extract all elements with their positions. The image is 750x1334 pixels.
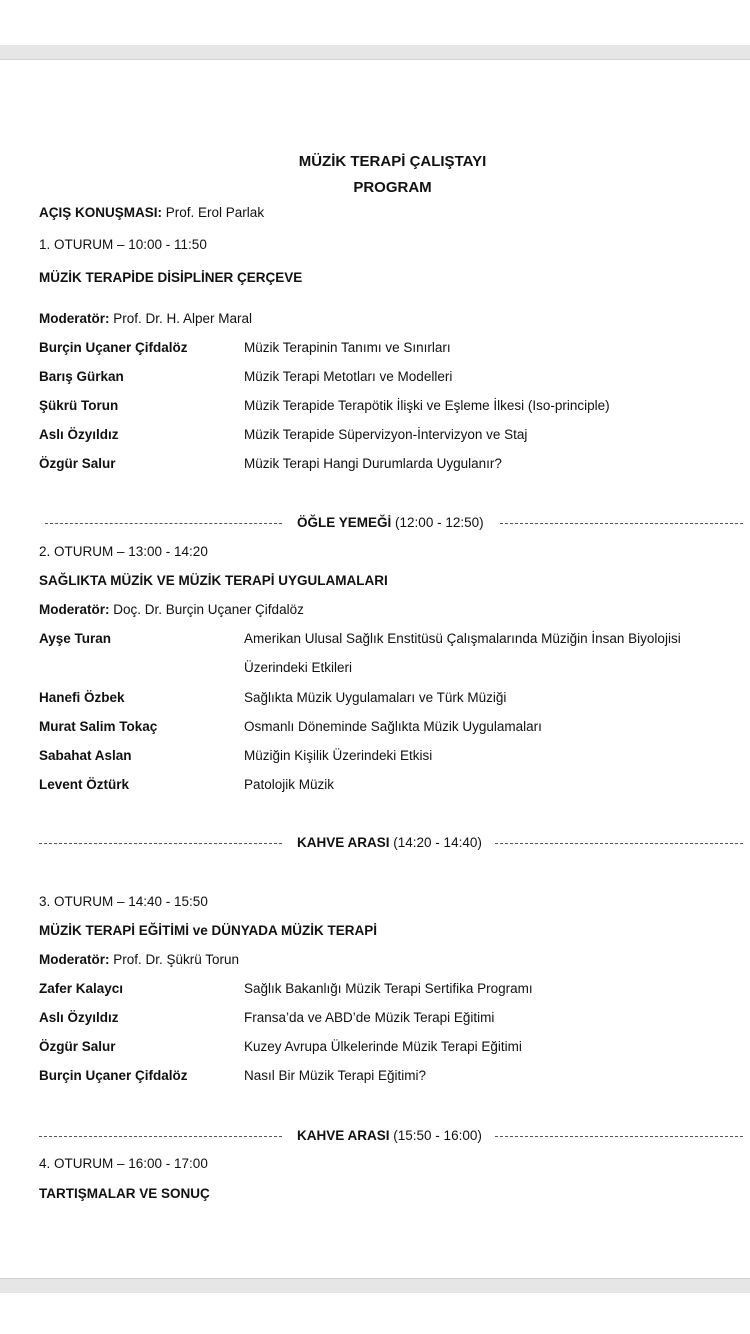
break-divider-right bbox=[495, 1136, 743, 1137]
talk-title: Amerikan Ulusal Sağlık Enstitüsü Çalışmalarında Müziğin İnsan Biyolojisi bbox=[244, 631, 681, 646]
speaker: Özgür Salur bbox=[39, 1039, 116, 1054]
break-divider-right bbox=[495, 843, 743, 844]
moderator-label: Moderatör: bbox=[39, 952, 110, 967]
speaker: Aslı Özyıldız bbox=[39, 1010, 119, 1025]
session-2-topic: SAĞLIKTA MÜZİK VE MÜZİK TERAPİ UYGULAMALARI bbox=[39, 573, 388, 588]
speaker: Sabahat Aslan bbox=[39, 748, 132, 763]
session-2-moderator bbox=[39, 601, 304, 619]
session-3-topic: MÜZİK TERAPİ EĞİTİMİ ve DÜNYADA MÜZİK TERAPİ bbox=[39, 923, 378, 938]
moderator-label: Moderatör: bbox=[39, 311, 110, 326]
speaker: Özgür Salur bbox=[39, 456, 116, 471]
session-1-moderator bbox=[39, 310, 252, 328]
talk-title: Müzik Terapide Terapötik İlişki ve Eşleme İlkesi (Iso-principle) bbox=[244, 398, 610, 413]
moderator-label: Moderatör: bbox=[39, 602, 110, 617]
moderator-name: Prof. Dr. H. Alper Maral bbox=[113, 311, 253, 326]
break-divider-right bbox=[500, 523, 743, 524]
break-divider-left bbox=[45, 523, 282, 524]
document-title: MÜZİK TERAPİ ÇALIŞTAYI bbox=[298, 153, 487, 170]
break-time: (15:50 - 16:00) bbox=[393, 1128, 482, 1143]
break-time: (14:20 - 14:40) bbox=[393, 835, 482, 850]
talk-title: Müzik Terapinin Tanımı ve Sınırları bbox=[244, 340, 451, 355]
talk-title: Nasıl Bir Müzik Terapi Eğitimi? bbox=[244, 1068, 427, 1083]
session-4-time: 4. OTURUM – 16:00 - 17:00 bbox=[39, 1156, 208, 1171]
moderator-name: Doç. Dr. Burçin Uçaner Çifdalöz bbox=[113, 602, 304, 617]
talk-title: Kuzey Avrupa Ülkelerinde Müzik Terapi Eğitimi bbox=[244, 1039, 522, 1054]
moderator-name: Prof. Dr. Şükrü Torun bbox=[113, 952, 240, 967]
opening-speech bbox=[39, 204, 264, 222]
talk-title: Müziğin Kişilik Üzerindeki Etkisi bbox=[244, 748, 433, 763]
session-1-topic: MÜZİK TERAPİDE DİSİPLİNER ÇERÇEVE bbox=[39, 270, 303, 285]
talk-title: Müzik Terapi Hangi Durumlarda Uygulanır? bbox=[244, 456, 502, 471]
speaker: Şükrü Torun bbox=[39, 398, 119, 413]
session-4-topic: TARTIŞMALAR VE SONUÇ bbox=[39, 1186, 210, 1201]
speaker: Aslı Özyıldız bbox=[39, 427, 119, 442]
talk-title: Patolojik Müzik bbox=[244, 777, 335, 792]
talk-title: Sağlıkta Müzik Uygulamaları ve Türk Müziği bbox=[244, 690, 507, 705]
speaker: Burçin Uçaner Çifdalöz bbox=[39, 340, 188, 355]
coffee-break bbox=[297, 1127, 482, 1145]
talk-title: Müzik Terapide Süpervizyon-İntervizyon ve Staj bbox=[244, 427, 528, 442]
break-divider-left bbox=[39, 843, 282, 844]
break-label: ÖĞLE YEMEĞİ bbox=[297, 515, 392, 530]
talk-title: Müzik Terapi Metotları ve Modelleri bbox=[244, 369, 453, 384]
talk-title: Osmanlı Döneminde Sağlıkta Müzik Uygulamaları bbox=[244, 719, 542, 734]
session-1-time: 1. OTURUM – 10:00 - 11:50 bbox=[39, 237, 207, 252]
opening-label: AÇIŞ KONUŞMASI: bbox=[39, 205, 163, 220]
talk-title: Sağlık Bakanlığı Müzik Terapi Sertifika Programı bbox=[244, 981, 533, 996]
speaker: Zafer Kalaycı bbox=[39, 981, 124, 996]
coffee-break bbox=[297, 834, 482, 852]
lunch-break bbox=[297, 514, 484, 532]
session-2-time: 2. OTURUM – 13:00 - 14:20 bbox=[39, 544, 208, 559]
break-divider-left bbox=[39, 1136, 282, 1137]
break-label: KAHVE ARASI bbox=[297, 1128, 390, 1143]
talk-title: Fransa’da ve ABD’de Müzik Terapi Eğitimi bbox=[244, 1010, 495, 1025]
break-label: KAHVE ARASI bbox=[297, 835, 390, 850]
speaker: Hanefi Özbek bbox=[39, 690, 125, 705]
document-subtitle: PROGRAM bbox=[353, 179, 432, 196]
speaker: Ayşe Turan bbox=[39, 631, 112, 646]
speaker: Burçin Uçaner Çifdalöz bbox=[39, 1068, 188, 1083]
session-3-time: 3. OTURUM – 14:40 - 15:50 bbox=[39, 894, 208, 909]
speaker: Levent Öztürk bbox=[39, 777, 130, 792]
speaker: Murat Salim Tokaç bbox=[39, 719, 158, 734]
break-time: (12:00 - 12:50) bbox=[395, 515, 484, 530]
opening-speaker: Prof. Erol Parlak bbox=[165, 205, 265, 220]
talk-title-continued: Üzerindeki Etkileri bbox=[244, 660, 353, 675]
speaker: Barış Gürkan bbox=[39, 369, 124, 384]
session-3-moderator bbox=[39, 951, 239, 969]
